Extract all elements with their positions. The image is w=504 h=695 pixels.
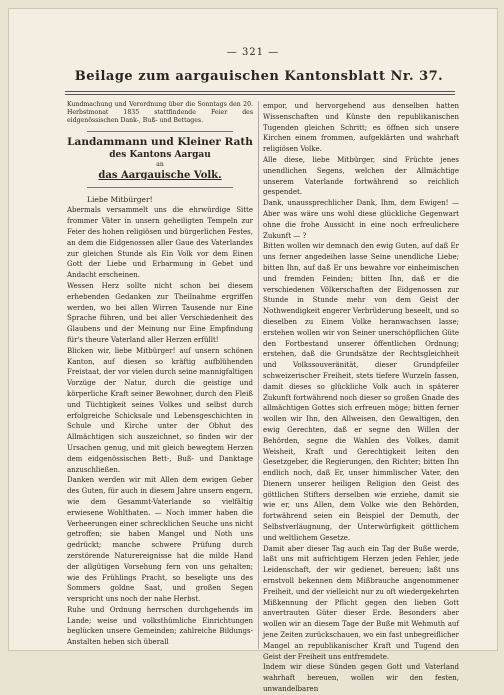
- paragraph: Blicken wir, liebe Mitbürger! auf unsern schönen Kanton, auf diesen so kräftig aufblühenden Freistaat, der vor vielen durch seine mannigfaltigen Vorzüge der Natur, durch die geistige und körperliche Kraft seiner Bewohner, durch den Fleiß und Tüchtigkeit seines Volkes und selbst durch erfolgreiche Schicksale und Lebensgeschichten in Schule und Kirche unter der Obhut des Allmächtigen sich auszeichnet, so finden wir der Ursachen genug, und mit gleich bewegtem Herzen dem eidgenössischen Bett-, Buß- und Danktage anzuschließen.: [67, 346, 253, 474]
- paragraph: Damit aber dieser Tag auch ein Tag der Buße werde, laßt uns mit aufrichtigem Herzen jeden Fehler, jede Leidenschaft, der wir gedienet, bereuen; laßt uns ernstvoll bekennen dem Mißbrauche angenommener Freiheit, und der vielleicht nur zu oft wiedergekehrten Mißkennung der Pflicht gegen den lieben Gott anvertrauten Güter dieser Erde. Besonders aber wollen wir an diesem Tage der Buße mit Wehmuth auf jene Zeiten zurückschauen, wo ein fast unbegreiflicher Mangel an republikanischer Kraft und Tugend den Geist der Freiheit uns entfremdete.: [263, 544, 459, 661]
- header-rule-thin: [65, 94, 455, 95]
- separator: [87, 187, 233, 188]
- title-line-1: Landammann und Kleiner Rath: [67, 135, 253, 148]
- paragraph: Indem wir diese Sünden gegen Gott und Vaterland wahrhaft bereuen, wollen wir den festen, unwandelbaren: [263, 663, 459, 694]
- intro-text: Kundmachung und Verordnung über die Sonntags den 20. Herbstmonat 1835 stattfindende Feier des eidgenössischen Dank-, Buß- und Bettages.: [67, 101, 253, 125]
- column-divider: [258, 101, 259, 649]
- left-column: [67, 101, 253, 648]
- page-header: Beilage zum aargauischen Kantonsblatt Nr. 37.: [74, 69, 444, 84]
- header-rule: [65, 91, 455, 92]
- paragraph: Abermals versammelt uns die ehrwürdige Sitte frommer Väter in unsern geheiligten Tempeln zur Feier des hohen religiösen und bürgerlichen Festes, an dem die Eidgenossen aller Gaue des Vaterlandes zur gleichen Stunde als Ein Volk vor dem Einen Gott der Liebe und Erbarmung in Gebet und Andacht erscheinen.: [67, 206, 253, 280]
- document-page: [8, 8, 498, 694]
- separator: [87, 131, 233, 132]
- right-column: [263, 101, 459, 695]
- title-line-3: an: [156, 160, 164, 168]
- salutation: Liebe Mitbürger!: [87, 194, 153, 204]
- paragraph: Alle diese, liebe Mitbürger, sind Früchte jenes unendlichen Segens, welchen der Allmächtige unserem Vaterlande fortwährend so reichlich gespendet.: [263, 155, 459, 197]
- paragraph: Ruhe und Ordnung herrschen durchgehends im Lande; weise und volksthümliche Einrichtungen beglücken unsere Gemeinden; zahlreiche Bildungs-Anstalten heben sich überall: [67, 605, 253, 647]
- title-line-4: das Aargauische Volk.: [98, 169, 222, 181]
- paragraph: Bitten wollen wir demnach den ewig Guten, auf daß Er uns ferner angedeihen lasse Seine unendliche Liebe; bitten Ihn, auf daß Er uns bewahre vor einheimischen und fremden Feinden; bitten Ihn, daß er die verschiedenen Völkerschaften der Eidgenossen zur Stunde in Stunde mehr von dem Geist der Nothwendigkeit engerer Verbrüderung beseelt, und so dieselben zu Einem Volke heranwachsen lasse; erstehen wollen wir von Seiner unerschöpflichen Güte den Fortbestand unserer öffentlichen Ordnung; erstehen, daß die Grundsätze der Rechtsgleichheit und Volkssouveränität, dieser Grundpfeiler schweizerischer Freiheit, stets tiefere Wurzeln fassen, damit dieses so glückliche Volk auch in späterer Zukunft fortwährend noch dieser so großen Gnade des allmächtigen Gottes sich erfreuen möge; bitten ferner wollen wir Ihn, den Allweisen, den Gewaltigen, den ewig Gerechten, daß er segne den Willen der Behörden, segne die Wahlen des Volkes, damit Weisheit, Kraft und Gerechtigkeit leiten den Gesetzgeber, die Regierungen, den Richter; bitten Ihn endlich noch, daß Er, unser himmlischer Vater, den Dienern unserer heiligen Religion den Geist des göttlichen Stifters derselben wie erziehe, damit sie wie er, uns Allen, dem Volke wie den Behörden, fortwährend seien ein Beispiel der Demuth, der Selbstverläugnung, der Unterwürfigkeit göttlichem und weltlichem Gesetze.: [263, 242, 459, 542]
- paragraph: empor, und hervorgehend aus denselben hatten Wissenschaften und Künste den republikanischen Tugenden gleichen Schritt; es öffnen sich unsere Kirchen einem frommen, aufgeklärten und wahrhaft religiösen Volke.: [263, 102, 459, 154]
- paragraph: Danken werden wir mit Allen dem ewigen Geber des Guten, für auch in diesem Jahre unsern engern, wie dem Gesammt-Vaterlande so vielfältig erwiesene Wohlthaten. — Noch immer haben die Verheerungen einer schrecklichen Seuche uns nicht getroffen; sie haben Mangel und Noth uns gedrückt; manche schwere Prüfung durch zerstörende Naturereignisse hat die milde Hand der allgütigen Vorsehung fern von uns gehalten; wie des Frühlings Pracht, so beseligte uns des Sommers goldne Saat, und großen Segen verspricht uns noch der nahe Herbst.: [67, 476, 253, 604]
- title-line-2: des Kantons Aargau: [109, 149, 211, 160]
- paragraph: Wessen Herz sollte nicht schon bei diesem erhebenden Gedanken zur Theilnahme ergriffen werden, wo bei allen Wirren Tausende nur Eine Sprache führen, und bei aller Verschiedenheit des Glaubens und der Meinung nur Eine Empfindung für's theure Vaterland aller Herzen erfüllt!: [67, 281, 253, 344]
- page-number: — 321 —: [226, 47, 280, 58]
- paragraph: Dank, unaussprechlicher Dank, Ihm, dem Ewigen! — Aber was wäre uns wohl diese glückliche Gegenwart ohne die frohe Aussicht in eine noch erfreulichere Zukunft — ?: [263, 199, 459, 240]
